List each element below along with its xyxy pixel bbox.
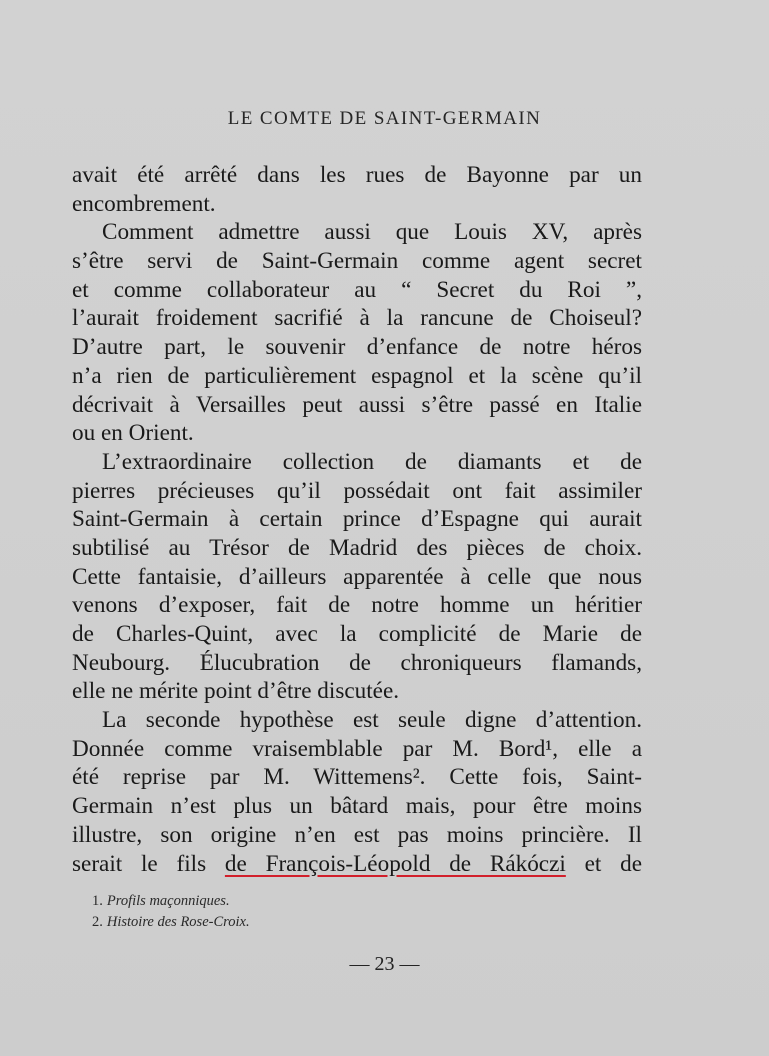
text-line: Neubourg. Élucubration de chroniqueurs flamands,	[72, 649, 642, 676]
text-line: venons d’exposer, fait de notre homme un héritier	[72, 592, 642, 619]
text-segment: serait le fils	[72, 850, 225, 877]
underlined-phrase[interactable]: de François-Léopold de Rákóczi	[224, 850, 566, 877]
text-line: Germain n’est plus un bâtard mais, pour être moins	[72, 793, 642, 820]
footnote-text: Histoire des Rose-Croix.	[106, 914, 250, 930]
text-line: encombrement.	[72, 190, 216, 217]
text-line: Comment admettre aussi que Louis XV, après	[102, 219, 642, 246]
body-text	[72, 161, 642, 878]
text-line: L’extraordinaire collection de diamants et de	[102, 448, 642, 475]
text-line: Cette fantaisie, d’ailleurs apparentée à celle que nous	[72, 563, 642, 590]
footnote	[92, 912, 250, 933]
text-line: D’autre part, le souvenir d’enfance de notre héros	[72, 334, 642, 361]
text-line: Donnée comme vraisemblable par M. Bord¹, elle a	[72, 735, 642, 762]
text-line: pierres précieuses qu’il possédait ont fait assimiler	[72, 477, 642, 504]
text-line: Saint-Germain à certain prince d’Espagne qui aurait	[72, 506, 642, 533]
text-line: décrivait à Versailles peut aussi s’être passé en Italie	[72, 391, 642, 418]
text-line: de Charles-Quint, avec la complicité de Marie de	[72, 621, 642, 647]
footnote-text: Profils maçonniques.	[106, 893, 230, 909]
text-line: été reprise par M. Wittemens². Cette fois, Saint-	[72, 764, 642, 791]
text-line: l’aurait froidement sacrifié à la rancune de Choiseul?	[72, 305, 642, 332]
footnote-number: 1.	[92, 893, 103, 909]
text-line: avait été arrêté dans les rues de Bayonne par un	[72, 162, 642, 188]
text-line: elle ne mérite point d’être discutée.	[72, 678, 400, 705]
text-line-highlighted	[72, 850, 642, 879]
text-line: et comme collaborateur au “ Secret du Roi ”,	[72, 276, 642, 303]
text-line: La seconde hypothèse est seule digne d’attention.	[102, 707, 642, 734]
text-line: n’a rien de particulièrement espagnol et la scène qu’il	[72, 362, 642, 389]
page-number: — 23 —	[349, 953, 420, 975]
footnote	[92, 891, 250, 912]
text-line: ou en Orient.	[72, 420, 194, 447]
text-line: subtilisé au Trésor de Madrid des pièces de choix.	[72, 534, 642, 561]
footnote-number: 2.	[92, 914, 103, 930]
running-header: LE COMTE DE SAINT-GERMAIN	[227, 108, 542, 129]
text-line: illustre, son origine n’en est pas moins princière. Il	[72, 821, 642, 848]
text-segment: et de	[565, 850, 642, 877]
footnotes	[92, 891, 250, 933]
text-line: s’être servi de Saint-Germain comme agent secret	[72, 248, 642, 275]
